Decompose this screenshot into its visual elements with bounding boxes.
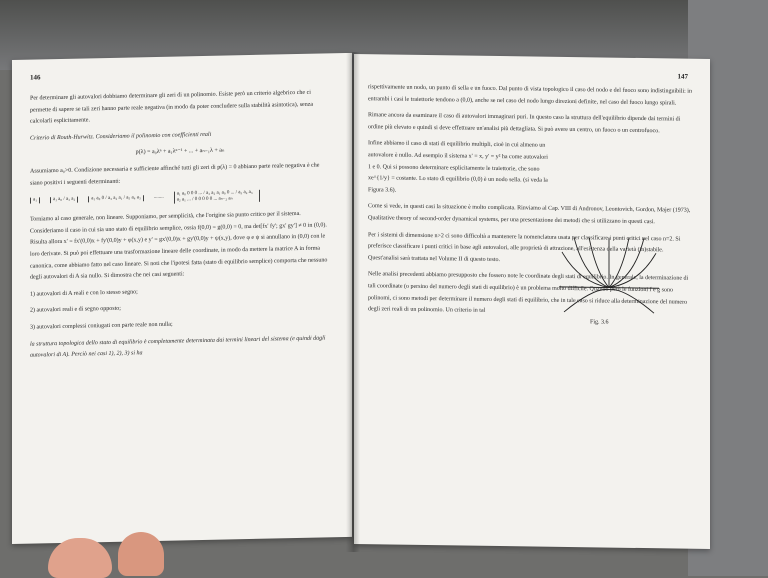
determinant: a₁ a₀ / a₃ a₂ [50,197,78,204]
page-number-right: 147 [677,72,688,81]
determinant: a₁ a₀ 0 / a₃ a₂ a₁ / a₅ a₄ a₃ [88,195,143,202]
paragraph: Per determinare gli autovalori dobbiamo determinare gli zeri di un polinomio. Esiste però un criterio algebrico che ci permette di sapere se tali zeri hanno parte reale negativa (in modo da poter concludere sulla stabilità asintotica), senza calcolarli esplicitamente. [30,89,314,125]
right-page [354,54,710,549]
figure-caption: Fig. 3.6 [590,319,609,326]
phase-portrait-figure [554,227,664,319]
list-item: 1) autovalori di A reali e con lo stesso segno; [30,289,138,298]
fingers [48,528,168,576]
finger [48,538,112,578]
paragraph: Rimane ancora da esaminare il caso di autovalori immaginari puri. In questo caso la struttura dell'equilibrio dipende dai termini di ordine più elevato e quindi si deve effettuare un'analisi più dettagliata. Si può avere un centro, un fuoco o un centrofuoco. [368,112,681,135]
paragraph: la struttura topologica dello stato di equilibrio è completamente determinata dai termini lineari del sistema (e quindi dagli autovalori di A). Perciò nei casi 1), 2), 3) si ha [30,334,326,359]
paragraph: Assumiamo a₀>0. Condizione necessaria e sufficiente affinché tutti gli zeri di p(λ) = 0 abbiano parte reale negativa è che siano positivi i seguenti determinanti: [30,162,320,187]
determinants-row [30,188,330,206]
determinant: a₁ a₀ 0 0 0 ... / a₃ a₂ a₁ a₀ 0 ... / a₅ a₄ a₃ a₂ a₁ ... / 0 0 0 0 0 ... aₙ₋₂ aₙ [174,190,260,204]
list-item: 3) autovalori complessi coniugati con parte reale non nulla; [30,321,173,331]
determinant: a₁ [30,198,40,204]
paragraph: Infine abbiamo il caso di stati di equilibrio multipli, cioè in cui almeno un autovalore è nullo. Ad esempio il sistema x' = x, y' = y² ha come autovalori 1 e 0. Qui si possono determinare esplicitamente le traiettorie, che sono xe^{1/y} = costante. Lo stato di equilibrio (0,0) è un nodo sella. (si veda la Figura 3.6). [368,140,548,194]
open-book [12,52,712,552]
paragraph: Nelle analisi precedenti abbiamo presupposto che fossero note le coordinate degli stati di equilibrio. In generale, la determinazione di tali coordinate (o persino del numero degli stati di equilibrio) è un problema molto difficile. Quando però le funzioni f e g sono polinomi, ci sono metodi per determinare il numero degli stati di equilibrio, che in tale caso si riduce alla determinazione del numero degli zeri reali di un polinomio. Un criterio in tal [368,271,689,314]
left-page [12,53,352,544]
criterion-heading: Criterio di Routh-Hurwitz. Consideriamo il polinomio con coefficienti reali [30,131,212,142]
book-gutter [346,52,360,552]
polynomial-formula: p(λ) = a₀λⁿ + a₁λⁿ⁻¹ + ... + aₙ₋₁λ + aₙ [135,147,225,156]
paragraph: rispettivamente un nodo, un punto di sella e un fuoco. Dal punto di vista topologico il caso del nodo e del fuoco sono indistinguibili: in entrambi i casi le traiettorie tendono a (0,0), anche se nel caso del nodo lungo direzioni definite, nel caso del fuoco lungo spirali. [368,84,692,107]
left-text [30,87,330,367]
list-item: 2) autovalori reali e di segno opposto; [30,306,121,314]
finger [118,532,164,576]
paragraph: Come si vede, in questi casi la situazione è molto complicata. Rinviamo al Cap. VIII di Andronov, Leontovich, Gordon, Majer (1973), Qualitative theory of second-order dynamical systems, per una presentazione dei metodi che si utilizzano in questi casi. [368,203,691,226]
page-number-left: 146 [30,73,41,82]
determinant-ellipsis: ........ [153,195,164,201]
paragraph: Per i sistemi di dimensione n>2 ci sono difficoltà a mantenere la nomenclatura usata per classificare i punti critici nel caso n=2. Si preferisce classificare i punti critici in base agli autovalori, alle proprietà di attrazione, all'esistenza della varietà (in)stabile. Quest'analisi sarà trattata nel Volume II di questo testo. [368,231,681,263]
paragraph: Torniamo al caso generale, non lineare. Supponiamo, per semplicità, che l'origine sia punto critico per il sistema. Consideriamo il caso in cui sia uno stato di equilibrio semplice, ossia f(0,0) = g(0,0) = 0, ma det[fx' fy'; gx' gy'] ≠ 0 in (0,0). Risulta allora x' = fx'(0,0)x + fy'(0,0)y + φ(x,y) e y' = gx'(0,0)x + gy'(0,0)y + ψ(x,y), dove φ e ψ si annullano in (0,0) con le loro derivate. Si può poi effettuare una trasformazione lineare delle coordinate, in modo da mettere la matrice A in forma canonica, come abbiamo fatto nel caso lineare. Si noti che l'ipotesi fatta (stato di equilibrio semplice) comporta che nessuno degli autovalori di A sia nullo. Si dimostra che nei casi seguenti: [30,211,328,281]
